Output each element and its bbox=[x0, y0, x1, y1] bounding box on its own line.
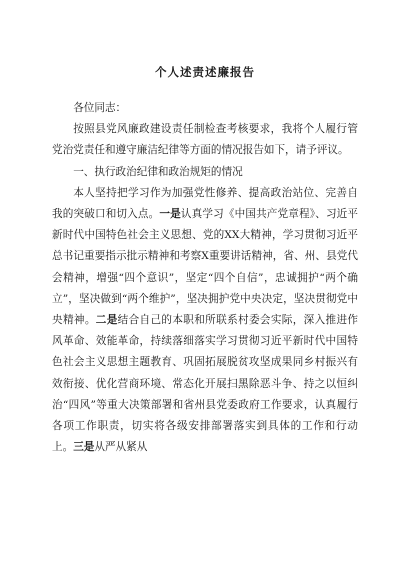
section-heading: 一、执行政治纪律和政治规矩的情况 bbox=[73, 165, 243, 178]
point-text-3: 从严从紧从 bbox=[94, 441, 148, 454]
document-title: 个人述责述廉报告 bbox=[155, 65, 255, 79]
point-text-2: 结合自己的本职和所联系村委会实际，深入推进作风革命、效能革命，持续落细落实学习贯彻习近平新时代中国特色社会主义思想主题教育、巩固拓展脱贫攻坚成果同乡村振兴有效衔接、优化营商环境、常态化开展扫黑除恶斗争、持之以恒纠治“四风”等重大决策部署和省州县党委政府工作要求，认真履行各项工作职责，切实将各级安排部署落实到具体的工作和行动上。 bbox=[52, 314, 359, 454]
paragraph-text: 本人坚持把学习作为加强党性修养、提高政治站位、完善自我的突破口和切入点。 bbox=[52, 186, 358, 221]
body-paragraph bbox=[52, 183, 358, 459]
point-label-1: 一是 bbox=[159, 208, 181, 221]
point-label-2: 二是 bbox=[95, 314, 118, 327]
point-text-1: 认真学习《中国共产党章程》、习近平新时代中国特色社会主义思想、党的XX大精神，学习贯彻习近平总书记重要指示批示精神和考察X重要讲话精神，省、州、县党代会精神，增强“四个意识”，坚定“四个自信”，忠诚拥护“两个确立”，坚决做到“两个维护”，坚决拥护党中央决定，坚决贯彻党中央精神。 bbox=[52, 208, 359, 327]
point-label-3: 三是 bbox=[73, 441, 95, 454]
greeting: 各位同志： bbox=[73, 102, 127, 114]
intro-paragraph: 按照县党风廉政建设责任制检查考核要求，我将个人履行管党治党责任和遵守廉洁纪律等方面的情况报告如下，请予评议。 bbox=[52, 123, 358, 157]
